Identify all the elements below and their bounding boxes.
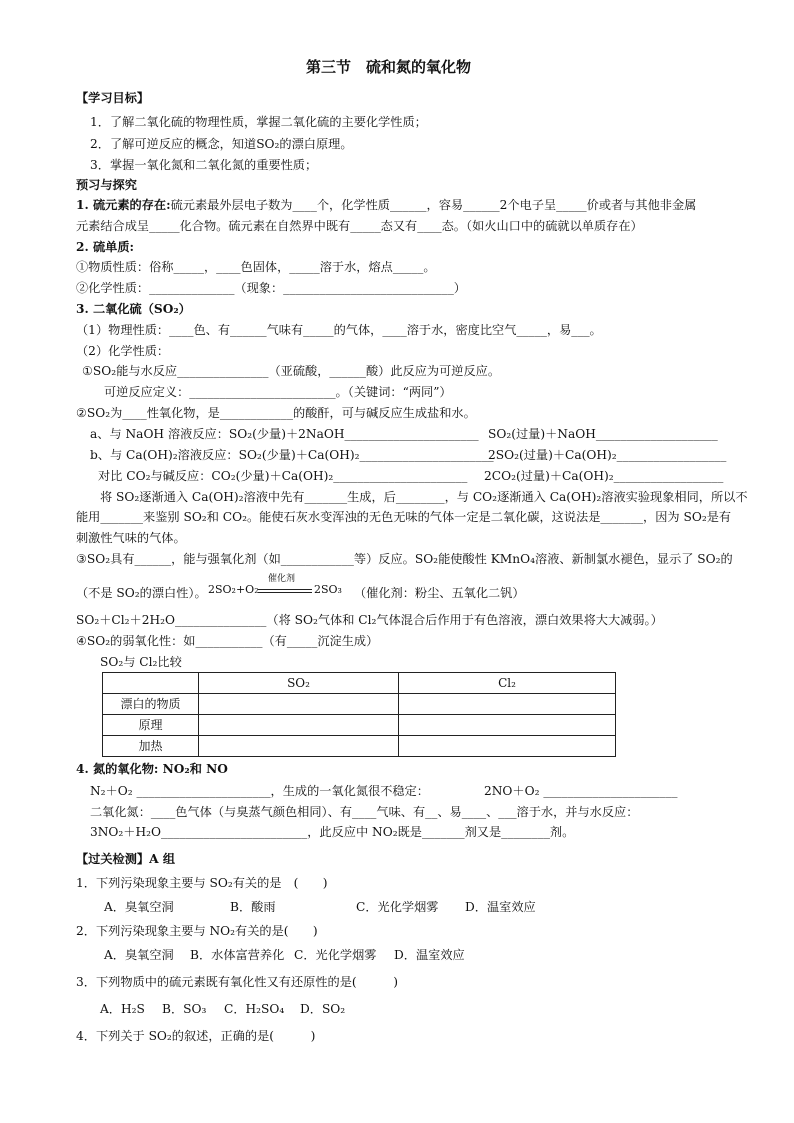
section-3-reaction-1b: 可逆反应定义：________________________。（关键词：“两同”） [104, 385, 452, 399]
question-3-option-a[interactable]: A．H₂S [100, 1002, 145, 1016]
section-3-reaction-1: ①SO₂能与水反应_______________（亚硫酸，______酸）此反应为可逆反应。 [82, 364, 501, 378]
section-4-reaction-1: N₂＋O₂ ______________________，生成的一氧化氮很不稳定： [90, 784, 429, 798]
equation-right: 2SO₃ [314, 583, 342, 596]
question-3-option-b[interactable]: B．SO₃ [162, 1002, 207, 1016]
preview-heading: 预习与探究 [76, 178, 137, 192]
table-row [103, 694, 616, 715]
question-2-option-b[interactable]: B．水体富营养化 [190, 948, 285, 962]
comparison-table [102, 672, 616, 757]
question-3-option-d[interactable]: D．SO₂ [300, 1002, 346, 1016]
table-row-label: 漂白的物质 [103, 694, 199, 715]
equation-arrow-top [258, 589, 312, 590]
equation-catalyst: 催化剂 [268, 574, 296, 584]
table-cell [199, 715, 399, 736]
check-heading-label: 【过关检测】 [76, 852, 150, 866]
question-2-option-a[interactable]: A．臭氧空洞 [104, 948, 174, 962]
check-heading-group: A 组 [149, 852, 176, 866]
section-1-line-1 [76, 198, 696, 213]
table-header-cell [103, 673, 199, 694]
question-1-option-c[interactable]: C．光化学烟雾 [356, 900, 439, 914]
section-3-reaction-3b-post: （催化剂：粉尘、五氧化二钒） [354, 586, 525, 600]
naoh-excess: SO₂(过量)＋NaOH____________________ [488, 427, 718, 441]
table-header-row [103, 673, 616, 694]
table-row-label: 加热 [103, 736, 199, 757]
table-header-cell: Cl₂ [399, 673, 616, 694]
objectives-heading: 【学习目标】 [76, 91, 150, 105]
section-3-reaction-2: ②SO₂为____性氧化物，是____________的酸酐，可与碱反应生成盐和水。 [76, 406, 476, 420]
naoh-small: a、与 NaOH 溶液反应：SO₂(少量)＋2NaOH______________________ [90, 427, 479, 441]
section-3-discussion-1: 将 SO₂逐渐通入 Ca(OH)₂溶液中先有_______生成，后________，与 CO₂逐渐通入 Ca(OH)₂溶液实验现象相同，所以不 [100, 490, 748, 504]
table-cell [399, 736, 616, 757]
question-1-option-a[interactable]: A．臭氧空洞 [104, 900, 174, 914]
question-2-option-c[interactable]: C．光化学烟雾 [294, 948, 377, 962]
objective-3: 3．掌握一氧化氮和二氧化氮的重要性质； [90, 158, 318, 172]
table-cell [199, 694, 399, 715]
section-4-reaction-3: 3NO₂＋H₂O________________________，此反应中 NO₂既是_______剂又是________剂。 [90, 825, 575, 839]
section-4-reaction-2: 二氧化氮：____色气体（与臭蒸气颜色相同）、有____气味、有__、易____、___溶于水，并与水反应： [90, 805, 639, 819]
table-cell [399, 715, 616, 736]
equation-arrow-bottom [258, 592, 312, 593]
section-3-reaction-4: ④SO₂的弱氧化性：如___________（有_____沉淀生成） [76, 634, 379, 648]
section-3-chemical: （2）化学性质： [76, 344, 170, 358]
caoh-excess: 2SO₂(过量)＋Ca(OH)₂__________________ [488, 448, 727, 462]
section-1-text: 硫元素最外层电子数为____个，化学性质______，容易______2个电子呈_____价或者与其他非金属 [170, 198, 697, 212]
table-row-label: 原理 [103, 715, 199, 736]
section-2-line-2: ②化学性质：______________（现象：____________________________） [76, 281, 466, 295]
section-3-discussion-3: 刺激性气味的气体。 [76, 531, 186, 545]
question-4: 4．下列关于 SO₂的叙述，正确的是( ) [76, 1029, 316, 1043]
table-row [103, 715, 616, 736]
section-3-physical: （1）物理性质：____色、有______气味有_____的气体，____溶于水，密度比空气_____，易___。 [76, 323, 602, 337]
section-2-line-1: ①物质性质：俗称_____，____色固体，_____溶于水，熔点_____。 [76, 260, 436, 274]
co2-small: 对比 CO₂与碱反应：CO₂(少量)＋Ca(OH)₂______________________ [98, 469, 468, 483]
table-cell [199, 736, 399, 757]
question-3-option-c[interactable]: C．H₂SO₄ [224, 1002, 285, 1016]
page-title: 第三节 硫和氮的氧化物 [306, 58, 472, 76]
objective-1: 1．了解二氧化硫的物理性质，掌握二氧化硫的主要化学性质； [90, 115, 427, 129]
section-3-reaction-3b-pre: （不是 SO₂的漂白性）。 [76, 586, 207, 600]
section-3-label: 3. 二氧化硫（SO₂） [76, 302, 191, 316]
section-2-label: 2. 硫单质: [76, 240, 135, 254]
question-1: 1．下列污染现象主要与 SO₂有关的是 ( ) [76, 876, 328, 890]
caoh-small: b、与 Ca(OH)₂溶液反应：SO₂(少量)＋Ca(OH)₂______________________ [90, 448, 494, 462]
section-3-reaction-3c: SO₂＋Cl₂＋2H₂O_______________（将 SO₂气体和 Cl₂气体混合后作用于有色溶液，漂白效果将大大减弱。） [76, 613, 663, 627]
question-2-option-d[interactable]: D．温室效应 [394, 948, 465, 962]
compare-title: SO₂与 Cl₂比较 [100, 655, 182, 669]
section-4-label: 4. 氮的氧化物: NO₂和 NO [76, 762, 228, 776]
table-header-cell: SO₂ [199, 673, 399, 694]
section-3-reaction-3: ③SO₂具有______，能与强氧化剂（如____________等）反应。SO₂能使酸性 KMnO₄溶液、新制氯水褪色，显示了 SO₂的 [76, 552, 733, 566]
section-4-reaction-1b: 2NO＋O₂ ______________________ [484, 784, 678, 798]
check-heading [76, 852, 175, 867]
section-1-label: 1. 硫元素的存在: [76, 198, 171, 212]
question-1-option-d[interactable]: D．温室效应 [465, 900, 536, 914]
objective-2: 2．了解可逆反应的概念，知道SO₂的漂白原理。 [90, 137, 353, 151]
equation-left: 2SO₂+O₂ [208, 583, 259, 596]
section-1-line-2: 元素结合成呈_____化合物。硫元素在自然界中既有_____态又有____态。（如火山口中的硫就以单质存在） [76, 219, 643, 233]
question-3: 3．下列物质中的硫元素既有氧化性又有还原性的是( ) [76, 975, 398, 989]
question-1-option-b[interactable]: B．酸雨 [230, 900, 276, 914]
section-3-discussion-2: 能用_______来鉴别 SO₂和 CO₂。能使石灰水变浑浊的无色无味的气体一定是二氧化碳，这说法是_______，因为 SO₂是有 [76, 510, 732, 524]
co2-excess: 2CO₂(过量)＋Ca(OH)₂__________________ [484, 469, 724, 483]
table-cell [399, 694, 616, 715]
table-row [103, 736, 616, 757]
question-2: 2．下列污染现象主要与 NO₂有关的是( ) [76, 924, 318, 938]
